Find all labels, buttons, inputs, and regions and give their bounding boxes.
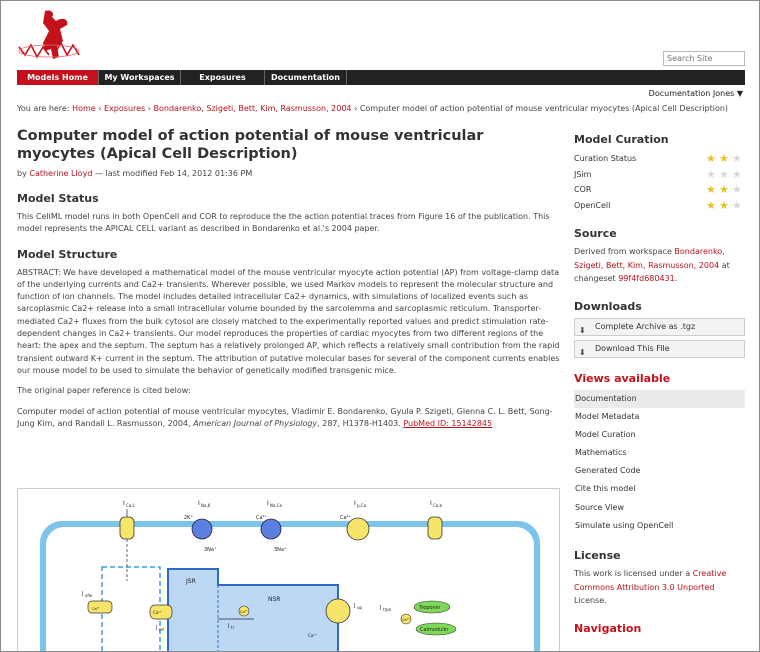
download-archive-label: Complete Archive as .tgz	[595, 322, 696, 331]
source-text	[574, 245, 745, 286]
view-model-curation[interactable]: Model Curation	[575, 429, 636, 439]
ca5-label: Ca²⁺	[92, 607, 100, 611]
model-status-text: This CellML model runs in both OpenCell and COR to reproduce the the action potential traces from Figure 16 of the publication. This model represents the APICAL CELL variant as described in Bondarenko et al.'s 2004 paper.	[17, 212, 550, 234]
jtr-label: J	[228, 623, 230, 629]
view-generated-code[interactable]: Generated Code	[575, 466, 641, 476]
curation-label: JSim	[574, 169, 592, 179]
license-heading: License	[574, 549, 621, 562]
source-workspace-link[interactable]: Bondarenko, Szigeti, Bett, Kim, Rasmusson, 2004	[574, 247, 725, 270]
navigation-heading: Navigation	[574, 621, 642, 635]
star-icon: ★	[719, 152, 729, 166]
ipca-sub: p,Ca	[357, 503, 367, 508]
license-end: License.	[574, 596, 607, 605]
breadcrumb-prefix: You are here:	[17, 104, 70, 113]
star-icon: ★	[719, 167, 729, 181]
views-section	[574, 372, 745, 536]
star-icon: ★	[706, 198, 716, 212]
view-simulate-opencell[interactable]: Simulate using OpenCell	[575, 520, 674, 530]
star-icon: ★	[706, 167, 716, 181]
ica-l-sub: Ca,L	[126, 503, 135, 508]
curation-heading: Model Curation	[574, 133, 669, 146]
jsr-label: JSR	[186, 578, 196, 585]
jtrpn-label: J	[380, 605, 382, 611]
sidebar	[574, 133, 745, 640]
star-icon: ★	[732, 183, 742, 197]
star-icon: ★	[706, 183, 716, 197]
source-prefix: Derived from workspace	[574, 247, 672, 256]
curation-row	[574, 167, 745, 183]
user-menu[interactable]: Documentation Jones ▼	[648, 89, 743, 98]
curation-label: COR	[574, 185, 592, 195]
curation-row	[574, 151, 745, 167]
source-mid: at changeset	[574, 260, 730, 283]
model-status-heading: Model Status	[17, 192, 99, 205]
breadcrumb-sep: ›	[354, 104, 358, 113]
nsr-label: NSR	[268, 596, 281, 603]
model-structure-heading: Model Structure	[17, 247, 118, 261]
download-file-button[interactable]	[574, 340, 745, 358]
jrel-label: J	[156, 625, 158, 631]
star-icon: ★	[732, 198, 742, 212]
license-link[interactable]: Creative Commons Attribution 3.0 Unported	[574, 569, 727, 592]
ica-l-label: I	[123, 500, 125, 507]
ca-b-label: Ca²⁺	[340, 515, 352, 521]
view-model-metadata[interactable]: Model Metadata	[575, 411, 640, 421]
physiome-logo[interactable]	[15, 7, 87, 63]
reference-body: Computer model of action potential of mouse ventricular myocytes, Vladimir E. Bondarenko, Gyula P. Szigeti, Glenna C. L. Bett, Song-Jung Kim, and Randall L. Rasmusson, 2004,	[17, 406, 553, 428]
breadcrumb-exposure[interactable]: Bondarenko, Szigeti, Bett, Kim, Rasmusson, 2004	[153, 104, 352, 113]
calmodulin-label: Calmodulin	[420, 627, 449, 633]
star-icon: ★	[732, 152, 742, 166]
tab-documentation[interactable]: Documentation	[265, 70, 347, 85]
model-diagram	[17, 488, 560, 652]
inak-label: I	[198, 500, 200, 507]
tab-my-workspaces[interactable]: My Workspaces	[99, 70, 181, 85]
ca3-label: Ca²⁺	[308, 633, 317, 638]
curation-stars	[706, 200, 745, 211]
navigation-section	[574, 622, 745, 635]
license-text	[574, 567, 745, 608]
views-heading: Views available	[574, 371, 671, 385]
icab-channel	[428, 500, 443, 539]
curation-list	[574, 151, 745, 213]
jxfer-sub: xfer	[85, 593, 93, 598]
search-input[interactable]	[663, 51, 745, 66]
download-file-label: Download This File	[595, 344, 670, 353]
curation-label: Curation Status	[574, 154, 637, 164]
jup-label: J	[354, 603, 356, 609]
downloads-heading: Downloads	[574, 299, 642, 313]
license-section	[574, 549, 745, 608]
ca1-label: Ca²⁺	[153, 610, 162, 615]
download-archive-button[interactable]	[574, 318, 745, 336]
breadcrumb-sep: ›	[98, 104, 102, 113]
tab-models-home[interactable]: Models Home	[17, 70, 99, 85]
breadcrumb-home[interactable]: Home	[72, 104, 96, 113]
na3-label: 3Na⁺	[204, 547, 217, 553]
inaca-label: I	[267, 500, 269, 507]
abstract-text: ABSTRACT: We have developed a mathematical model of the mouse ventricular myocyte action potential (AP) from voltage-clamp data of the underlying currents and Ca2+ transients. Wherever possible, we used Markov models to represent the molecular structure and function of ion channels. The model includes detailed intracellular Ca2+ dynamics, with simulations of localized events such as sarcoplasmic Ca2+ release into a small intracellular volume bounded by the sarcolemma and sarcoplasmic reticulum. Transporter-mediated Ca2+ fluxes from the bulk cytosol are closely matched to the experimentally reported values and predict stimulation rate-dependent changes in Ca2+ transients. Our model reproduces the properties of cardiac myocytes from two different regions of the heart: the apex and the septum. The septum has a relatively prolonged AP, which reflects a relatively small contribution from the rapid transient outward K+ current in the septum. The attribution of putative molecular bases for several of the component currents enables our mouse model to be used to simulate the behavior of genetically modified transgenic mice.	[17, 267, 560, 375]
main-content	[17, 127, 560, 430]
jtr-sub: tr	[231, 625, 235, 630]
source-end: .	[674, 274, 678, 283]
jxfer-label: J	[82, 591, 84, 597]
download-arrow-icon: ⬇	[579, 347, 586, 357]
breadcrumb	[17, 104, 747, 114]
star-icon: ★	[706, 152, 716, 166]
curation-row	[574, 182, 745, 198]
source-heading: Source	[574, 227, 617, 240]
star-icon: ★	[719, 198, 729, 212]
breadcrumb-exposures[interactable]: Exposures	[104, 104, 146, 113]
citation-intro: The original paper reference is cited below:	[17, 386, 191, 396]
curation-stars	[706, 169, 745, 180]
ca-a-label: Ca²⁺	[256, 515, 268, 521]
author-link[interactable]: Catherine Lloyd	[29, 169, 93, 178]
ipca-label: I	[354, 500, 356, 507]
reference-tail: , 287, H1378-H1403.	[317, 418, 401, 428]
view-cite[interactable]: Cite this model	[575, 484, 636, 494]
source-section	[574, 227, 745, 286]
download-arrow-icon: ⬇	[579, 325, 586, 335]
tab-exposures[interactable]: Exposures	[181, 70, 265, 85]
curation-stars	[706, 184, 745, 195]
jup-sub: up	[357, 605, 363, 610]
star-icon: ★	[732, 167, 742, 181]
changeset-link[interactable]: 99f4fd680431	[618, 274, 675, 283]
troponin-label: Troponin	[419, 605, 441, 611]
curation-stars	[706, 153, 745, 164]
downloads-section	[574, 300, 745, 358]
reference-text	[17, 406, 560, 431]
icab-label: I	[430, 500, 432, 507]
breadcrumb-sep: ›	[147, 104, 151, 113]
curation-label: OpenCell	[574, 200, 611, 210]
icab-sub: Ca,b	[433, 503, 443, 508]
view-documentation[interactable]: Documentation	[574, 390, 745, 408]
main-nav	[17, 70, 745, 85]
view-source[interactable]: Source View	[575, 502, 625, 512]
na3b-label: 3Na⁺	[274, 547, 287, 553]
page-title: Computer model of action potential of mouse ventricular myocytes (Apical Cell Description)	[17, 128, 484, 162]
jrel-sub: rel	[159, 627, 165, 632]
reference-journal: American Journal of Physiology	[193, 418, 318, 428]
inaca-sub: Na,Ca	[270, 503, 282, 508]
star-icon: ★	[719, 183, 729, 197]
byline	[17, 169, 560, 178]
pubmed-link[interactable]: PubMed ID: 15142845	[403, 418, 493, 428]
jtrpn-sub: trpn	[383, 607, 392, 612]
byline-by: by	[17, 169, 27, 178]
breadcrumb-current: Computer model of action potential of mouse ventricular myocytes (Apical Cell Description)	[359, 104, 729, 113]
view-mathematics[interactable]: Mathematics	[575, 448, 627, 458]
ca2-label: Ca²⁺	[240, 610, 248, 614]
inak-sub: Na,K	[201, 503, 211, 508]
license-prefix: This work is licensed under a	[574, 569, 691, 578]
curation-row	[574, 198, 745, 214]
modified-date: — last modified Feb 14, 2012 01:36 PM	[94, 169, 253, 178]
k2-label: 2K⁺	[184, 515, 194, 521]
ca4-label: Ca²⁺	[402, 618, 410, 622]
